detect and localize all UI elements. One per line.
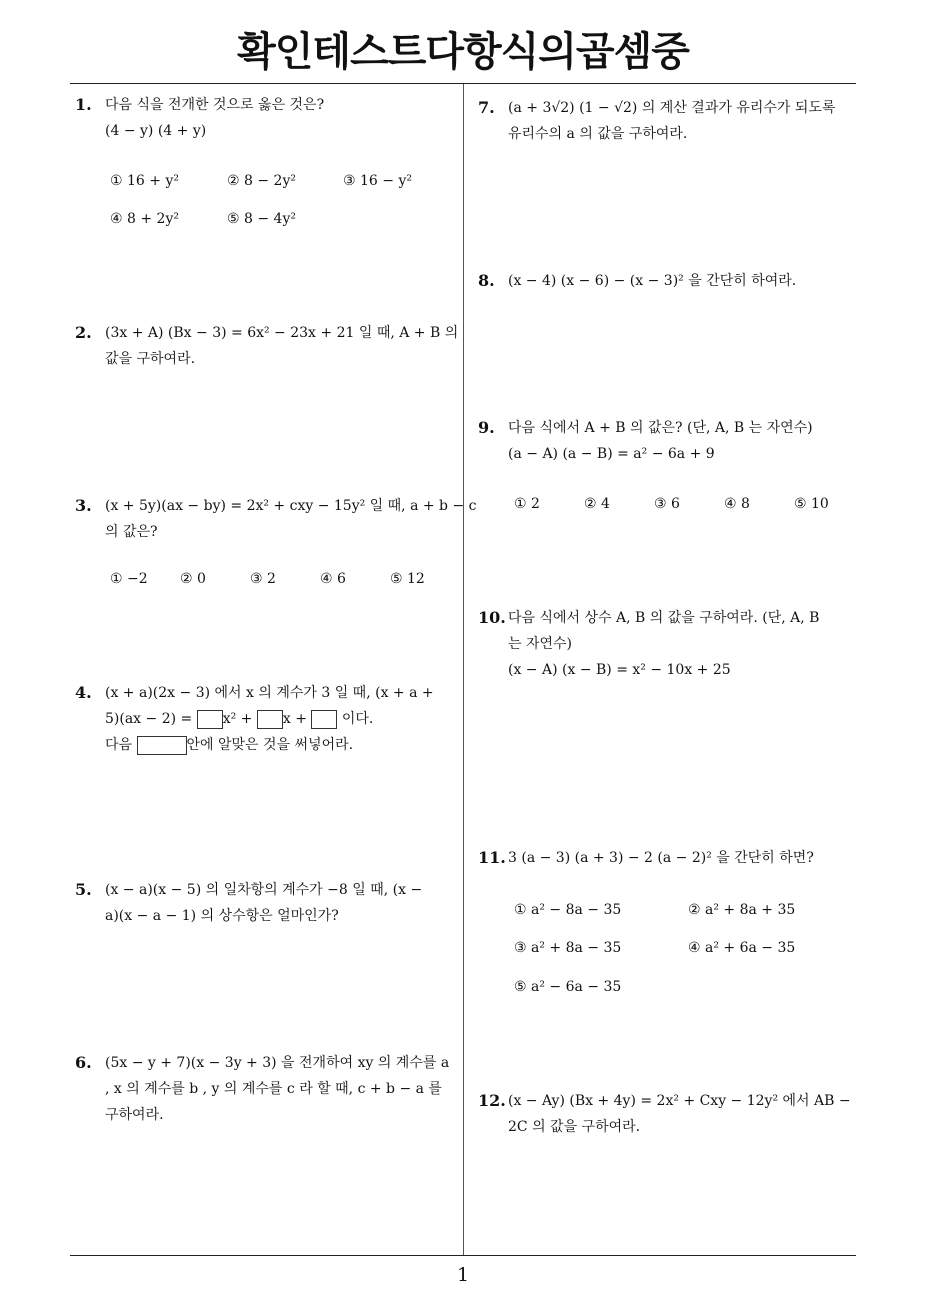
question-number: 3.	[75, 496, 92, 515]
blank-box-icon	[137, 736, 187, 755]
option-5[interactable]: ⑤ a² − 6a − 35	[514, 979, 622, 995]
question-number: 4.	[75, 683, 92, 702]
option-3[interactable]: ③ 2	[250, 571, 276, 587]
question-expression: (4 − y) (4 + y)	[105, 123, 207, 139]
question-text: (x + a)(2x − 3) 에서 x 의 계수가 3 일 때, (x + a +	[105, 685, 434, 701]
option-4[interactable]: ④ 8	[724, 496, 750, 512]
option-1[interactable]: ① −2	[110, 571, 148, 587]
question-text: 이다.	[341, 711, 374, 727]
page-title: 확인테스트다항식의곱셈중	[237, 29, 689, 75]
question-8	[478, 268, 863, 294]
question-7	[478, 95, 863, 147]
question-number: 2.	[75, 323, 92, 342]
option-4[interactable]: ④ a² + 6a − 35	[688, 940, 796, 956]
option-3[interactable]: ③ 6	[654, 496, 680, 512]
question-text: , x 의 계수를 b , y 의 계수를 c 라 할 때, c + b − a 를	[105, 1081, 442, 1097]
option-5[interactable]: ⑤ 8 − 4y²	[227, 211, 296, 227]
option-2[interactable]: ② 8 − 2y²	[227, 173, 296, 189]
answer-box-1[interactable]	[197, 710, 223, 729]
question-text: (x − 4) (x − 6) − (x − 3)² 을 간단히 하여라.	[508, 273, 797, 289]
question-text: x² +	[222, 711, 253, 727]
question-1	[75, 92, 460, 144]
question-text: x +	[282, 711, 307, 727]
question-text: (x + 5y)(ax − by) = 2x² + cxy − 15y² 일 때, a + b − c	[105, 498, 477, 514]
question-9	[478, 415, 863, 467]
option-1[interactable]: ① 16 + y²	[110, 173, 179, 189]
question-11	[478, 845, 863, 871]
question-3	[75, 493, 477, 545]
question-text: a)(x − a − 1) 의 상수항은 얼마인가?	[105, 908, 339, 924]
option-3[interactable]: ③ 16 − y²	[343, 173, 412, 189]
bottom-rule	[70, 1255, 856, 1256]
question-text: 의 값은?	[105, 524, 158, 540]
question-text: 2C 의 값을 구하여라.	[508, 1119, 641, 1135]
option-1[interactable]: ① 2	[514, 496, 540, 512]
question-number: 11.	[478, 848, 506, 867]
question-text: 안에 알맞은 것을 써넣어라.	[186, 737, 354, 753]
option-2[interactable]: ② 0	[180, 571, 206, 587]
question-text: 유리수의 a 의 값을 구하여라.	[508, 126, 688, 142]
question-text: 다음 식에서 상수 A, B 의 값을 구하여라. (단, A, B	[508, 610, 820, 626]
question-number: 8.	[478, 271, 495, 290]
question-number: 10.	[478, 608, 506, 627]
option-3[interactable]: ③ a² + 8a − 35	[514, 940, 622, 956]
option-1[interactable]: ① a² − 8a − 35	[514, 902, 622, 918]
question-number: 9.	[478, 418, 495, 437]
option-2[interactable]: ② 4	[584, 496, 610, 512]
question-text: 다음	[105, 737, 133, 753]
question-expression: (x − A) (x − B) = x² − 10x + 25	[508, 662, 731, 678]
question-expression: (a − A) (a − B) = a² − 6a + 9	[508, 446, 715, 462]
question-text: (a + 3√2) (1 − √2) 의 계산 결과가 유리수가 되도록	[508, 100, 836, 116]
option-4[interactable]: ④ 8 + 2y²	[110, 211, 179, 227]
question-10	[478, 605, 863, 683]
question-text: 는 자연수)	[508, 636, 573, 652]
question-6	[75, 1050, 460, 1128]
question-text: 5)(ax − 2) =	[105, 711, 193, 727]
question-text: 값을 구하여라.	[105, 351, 196, 367]
answer-box-2[interactable]	[257, 710, 283, 729]
option-5[interactable]: ⑤ 10	[794, 496, 829, 512]
question-number: 1.	[75, 95, 92, 114]
question-number: 5.	[75, 880, 92, 899]
question-text: 다음 식에서 A + B 의 값은? (단, A, B 는 자연수)	[508, 420, 813, 436]
question-text: (x − Ay) (Bx + 4y) = 2x² + Cxy − 12y² 에서 AB −	[508, 1093, 851, 1109]
column-divider	[463, 84, 464, 1255]
question-5	[75, 877, 460, 929]
question-text: (x − a)(x − 5) 의 일차항의 계수가 −8 일 때, (x −	[105, 882, 423, 898]
question-number: 6.	[75, 1053, 92, 1072]
question-text: (5x − y + 7)(x − 3y + 3) 을 전개하여 xy 의 계수를 a	[105, 1055, 450, 1071]
question-number: 12.	[478, 1091, 506, 1110]
question-12	[478, 1088, 863, 1140]
page-number: 1	[456, 1264, 470, 1286]
question-2	[75, 320, 460, 372]
option-2[interactable]: ② a² + 8a + 35	[688, 902, 796, 918]
question-text: 구하여라.	[105, 1107, 164, 1123]
question-text: 다음 식을 전개한 것으로 옳은 것은?	[105, 97, 325, 113]
option-4[interactable]: ④ 6	[320, 571, 346, 587]
option-5[interactable]: ⑤ 12	[390, 571, 425, 587]
question-text: (3x + A) (Bx − 3) = 6x² − 23x + 21 일 때, A + B 의	[105, 325, 459, 341]
question-4	[75, 680, 460, 758]
question-number: 7.	[478, 98, 495, 117]
answer-box-3[interactable]	[311, 710, 337, 729]
question-text: 3 (a − 3) (a + 3) − 2 (a − 2)² 을 간단히 하면?	[508, 850, 814, 866]
